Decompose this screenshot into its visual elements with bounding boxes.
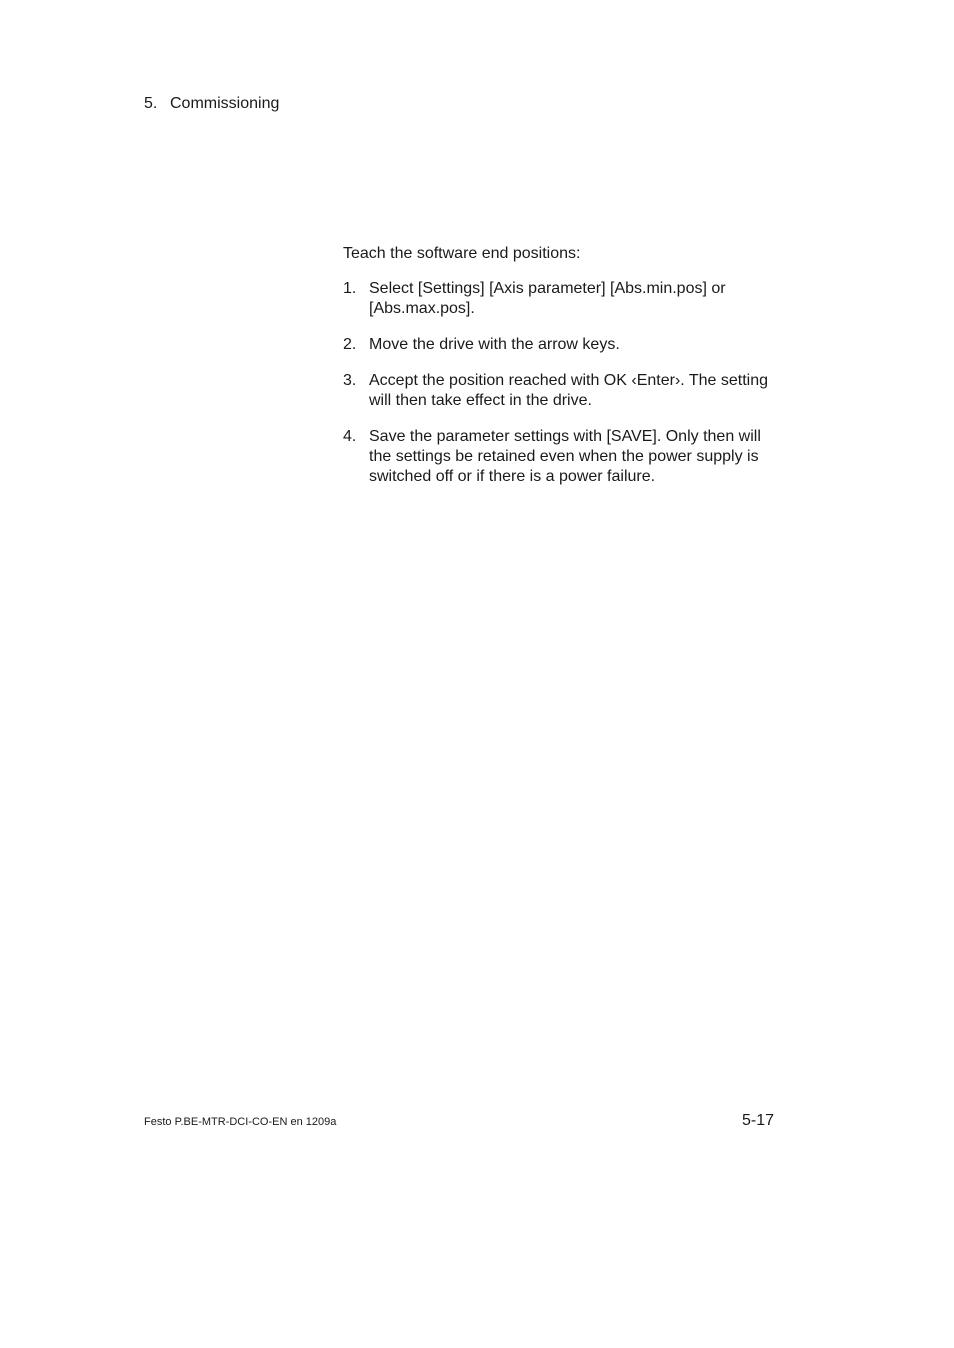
step-number: 2. [343, 336, 357, 353]
chapter-title: Commissioning [170, 95, 280, 112]
chapter-number: 5. [144, 95, 158, 112]
chapter-header [144, 94, 279, 114]
step-item-3 [343, 371, 783, 411]
step-text: Save the parameter settings with [SAVE]. Only then will the settings be retained even when the power supply is switched off or if there is a power failure. [369, 428, 761, 485]
step-text: Move the drive with the arrow keys. [369, 336, 620, 353]
step-number: 4. [343, 428, 357, 445]
step-item-2 [343, 335, 783, 355]
intro-text: Teach the software end positions: [343, 245, 581, 262]
step-text: Select [Settings] [Axis parameter] [Abs.min.pos] or [Abs.max.pos]. [369, 280, 726, 317]
step-item-4 [343, 427, 783, 487]
document-id: Festo P.BE-MTR-DCI-CO-EN en 1209a [144, 1116, 337, 1128]
page-number: 5-17 [741, 1112, 774, 1129]
step-item-1 [343, 279, 783, 319]
step-list [343, 279, 783, 487]
step-number: 3. [343, 372, 357, 389]
instruction-section [343, 244, 783, 503]
step-number: 1. [343, 280, 357, 297]
step-text: Accept the position reached with OK ‹Enter›. The setting will then take effect in the drive. [369, 372, 769, 409]
